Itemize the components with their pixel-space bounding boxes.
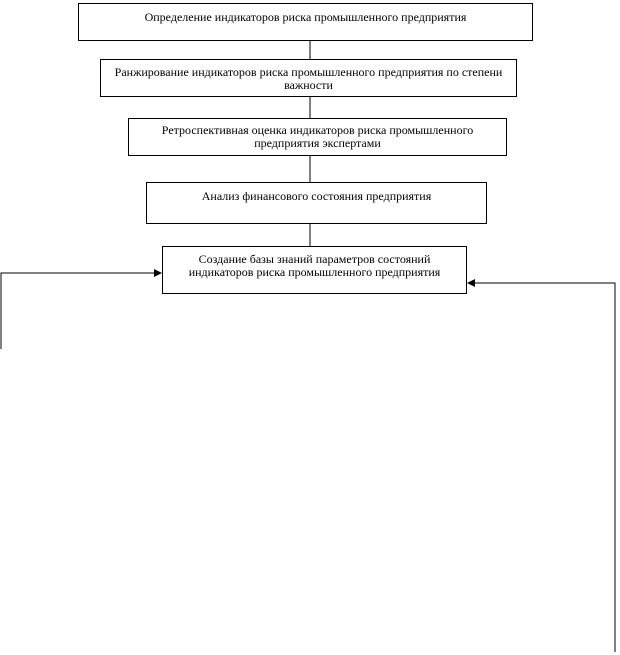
step-rank-risk-indicators-label: Ранжирование индикаторов риска промышленного предприятия по степени важности — [114, 65, 503, 92]
step-retrospective-expert-assessment — [128, 118, 507, 156]
right-feedback-arrow — [468, 283, 615, 652]
step-financial-analysis-label: Анализ финансового состояния предприятия — [201, 189, 432, 203]
step-define-risk-indicators — [78, 3, 533, 41]
step-create-knowledge-base-label: Создание базы знаний параметров состояний индикаторов риска промышленного предприятия — [188, 252, 441, 279]
step-define-risk-indicators-label: Определение индикаторов риска промышленного предприятия — [144, 10, 467, 24]
step-rank-risk-indicators — [100, 59, 517, 97]
step-financial-analysis — [146, 182, 487, 224]
left-feedback-arrow — [1, 273, 161, 349]
step-create-knowledge-base — [162, 246, 467, 294]
step-retrospective-expert-assessment-label: Ретроспективная оценка индикаторов риска промышленного предприятия экспертами — [161, 123, 474, 150]
